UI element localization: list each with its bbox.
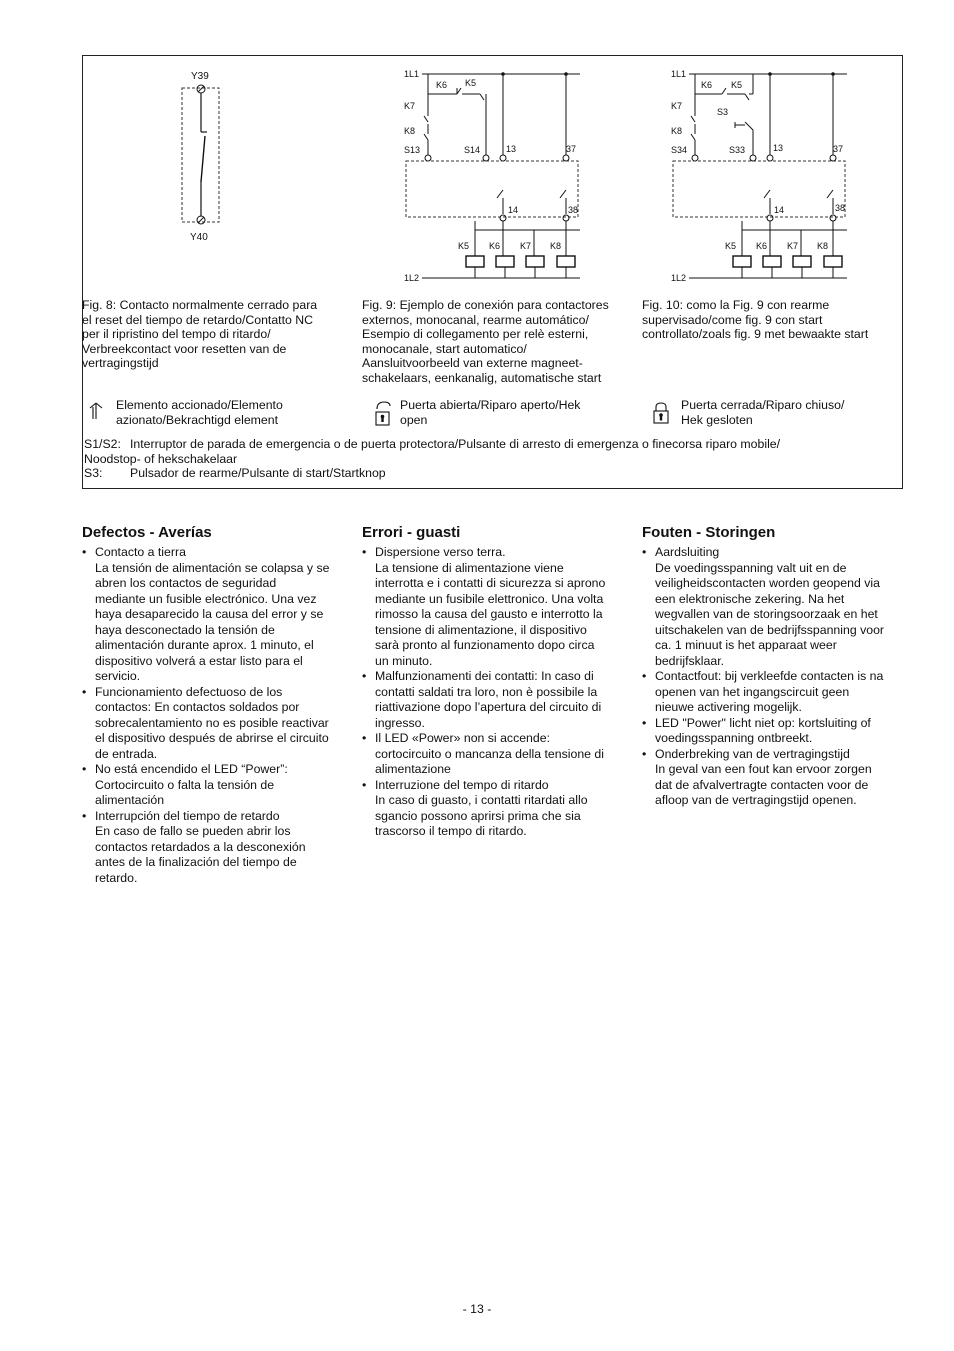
list-item: • Interruzione del tempo di ritardo In caso di guasto, i contatti ritardati allo sgancio possono aprirsi prima che sia trascorso il tempo di ritardo. — [362, 778, 634, 840]
fig9-t38: 38 — [568, 205, 579, 215]
fig9-t13: 13 — [506, 144, 517, 154]
switch-notes — [84, 437, 899, 481]
fig10-coil-k5: K5 — [725, 241, 737, 251]
nc-contact — [201, 136, 205, 182]
door-open-icon — [374, 399, 392, 427]
note-s1s2-cont: Noodstop- of hekschakelaar — [84, 451, 238, 466]
list-item: • Malfunzionamenti dei contatti: In caso di contatti saldati tra loro, non è possibile la riattivazione dopo l’apertura del circuito di ingresso. — [362, 669, 634, 731]
fig9-1l2: 1L2 — [404, 273, 420, 283]
section-heading: Defectos - Averías — [82, 524, 212, 541]
fig9-k6: K6 — [436, 80, 448, 90]
fig8-y39: Y39 — [191, 71, 209, 82]
fig10-k7: K7 — [671, 101, 683, 111]
fig9-diagram — [400, 64, 590, 286]
note-s1s2-key: S1/S2: — [84, 437, 121, 451]
note-s3-text: Pulsador de rearme/Pulsante di start/Startknop — [130, 466, 386, 480]
fig9-s13: S13 — [404, 145, 421, 155]
column-it — [362, 524, 634, 840]
column-es — [82, 524, 354, 886]
fig10-k8: K8 — [671, 126, 683, 136]
fig8-y40: Y40 — [190, 232, 208, 243]
fig9-t14: 14 — [508, 205, 519, 215]
fig10-t13: 13 — [773, 143, 784, 153]
legend-door-open: Puerta abierta/Riparo aperto/Hek open — [400, 398, 581, 427]
list-item: • Interrupción del tiempo de retardo En caso de fallo se pueden abrir los contactos retardados a la desconexión antes de la finalización del tiempo de retardo. — [82, 809, 354, 887]
list-item: • Aardsluiting De voedingsspanning valt uit en de veiligheidscontacten worden geopend via een elektronische zekering. Na het wegvallen van de storingsoorzaak en het uitschakelen van de bedrijfsspanning voor ca. 1 minuut is het apparaat weer bedrijfsklaar. — [642, 545, 910, 669]
fig10-t38: 38 — [835, 203, 846, 213]
list-item: • Funcionamiento defectuoso de los contactos: En contactos soldados por sobrecalentamiento no es posible reactivar el dispositivo después de abrirse el circuito de entrada. — [82, 685, 354, 763]
fig10-caption: Fig. 10: como la Fig. 9 con rearme supervisado/come fig. 9 con start controllato/zoals fig. 9 met bewaakte start — [642, 298, 869, 341]
list-item: • Il LED «Power» non si accende: cortocircuito o mancanza della tensione di alimentazione — [362, 731, 634, 778]
fig9-k7: K7 — [404, 101, 416, 111]
fig10-k6: K6 — [701, 80, 713, 90]
fig9-coil-k8: K8 — [550, 241, 562, 251]
fig9-coil-k5: K5 — [458, 241, 470, 251]
fig10-s34: S34 — [671, 145, 688, 155]
section-heading: Errori - guasti — [362, 524, 461, 541]
list-item: • No está encendido el LED “Power”: Cortocircuito o falta la tensión de alimentación — [82, 762, 354, 809]
fig10-t14: 14 — [774, 205, 785, 215]
fig10-1l1: 1L1 — [671, 69, 687, 79]
list-item: • Contactfout: bij verkleefde contacten is na openen van het ingangscircuit geen nieuwe activering mogelijk. — [642, 669, 910, 716]
actuated-element-icon — [88, 402, 104, 420]
fig10-coil-k8: K8 — [817, 241, 829, 251]
legend-actuated: Elemento accionado/Elemento azionato/Bekrachtigd element — [116, 398, 283, 427]
column-nl — [642, 524, 910, 809]
page-number: - 13 - — [462, 1302, 492, 1316]
list-item: • LED "Power" licht niet op: kortsluiting of voedingsspanning ontbreekt. — [642, 716, 910, 747]
door-closed-icon — [652, 401, 670, 425]
fig9-k8: K8 — [404, 126, 416, 136]
fig10-1l2: 1L2 — [671, 273, 687, 283]
fig8-caption: Fig. 8: Contacto normalmente cerrado para el reset del tiempo de retardo/Contatto NC per il ripristino del tempo di ritardo/ Verbreekcontact voor resetten van de vertragingstijd — [82, 298, 318, 370]
legend-door-closed: Puerta cerrada/Riparo chiuso/ Hek gesloten — [681, 398, 845, 427]
fig9-1l1: 1L1 — [404, 69, 420, 79]
fig9-k5: K5 — [465, 78, 477, 88]
list-item: • Onderbreking van de vertragingstijd In geval van een fout kan ervoor zorgen dat de afvalvertragte contacten voor de afloop van de vertragingstijd openen. — [642, 747, 910, 809]
fig10-s33: S33 — [729, 145, 746, 155]
note-s3-key: S3: — [84, 466, 103, 480]
fig10-diagram — [667, 64, 857, 286]
fig10-coil-k6: K6 — [756, 241, 768, 251]
list-item: • Contacto a tierra La tensión de alimentación se colapsa y se abren los contactos de seguridad mediante un fusible electrónico. Una vez haya desaparecido la causa del error y se haya desconectado la tensión de alimentación durante aprox. 1 minuto, el dispositivo volverá a estar listo para el servicio. — [82, 545, 354, 685]
fig9-coil-k7: K7 — [520, 241, 532, 251]
fig9-caption: Fig. 9: Ejemplo de conexión para contactores externos, monocanal, rearme automático/ Esempio di collegamento per relè esterni, monocanale, start automatico/ Aansluitvoorbeeld van externe magneet- schakelaars, eenkanalig, automatische start — [362, 298, 609, 385]
fig8-diagram — [170, 64, 240, 244]
section-heading: Fouten - Storingen — [642, 524, 776, 541]
fig10-k5: K5 — [731, 80, 743, 90]
fig10-coil-k7: K7 — [787, 241, 799, 251]
fig10-s3: S3 — [717, 107, 729, 117]
fig9-t37: 37 — [566, 144, 577, 154]
fig10-t37: 37 — [833, 144, 844, 154]
fig9-s14: S14 — [464, 145, 481, 155]
note-s1s2-text: Interruptor de parada de emergencia o de puerta protectora/Pulsante di arresto di emergenza o finecorsa riparo mobile/ — [130, 437, 781, 451]
list-item: • Dispersione verso terra. La tensione di alimentazione viene interrotta e i contatti di sicurezza si aprono mediante un fusibile elettronico. Una volta rimosso la causa del gausto e interrotto la tensione di alimentazione, il dispositivo sarà pronto al funzionamento dopo circa un minuto. — [362, 545, 634, 669]
fig9-coil-k6: K6 — [489, 241, 501, 251]
